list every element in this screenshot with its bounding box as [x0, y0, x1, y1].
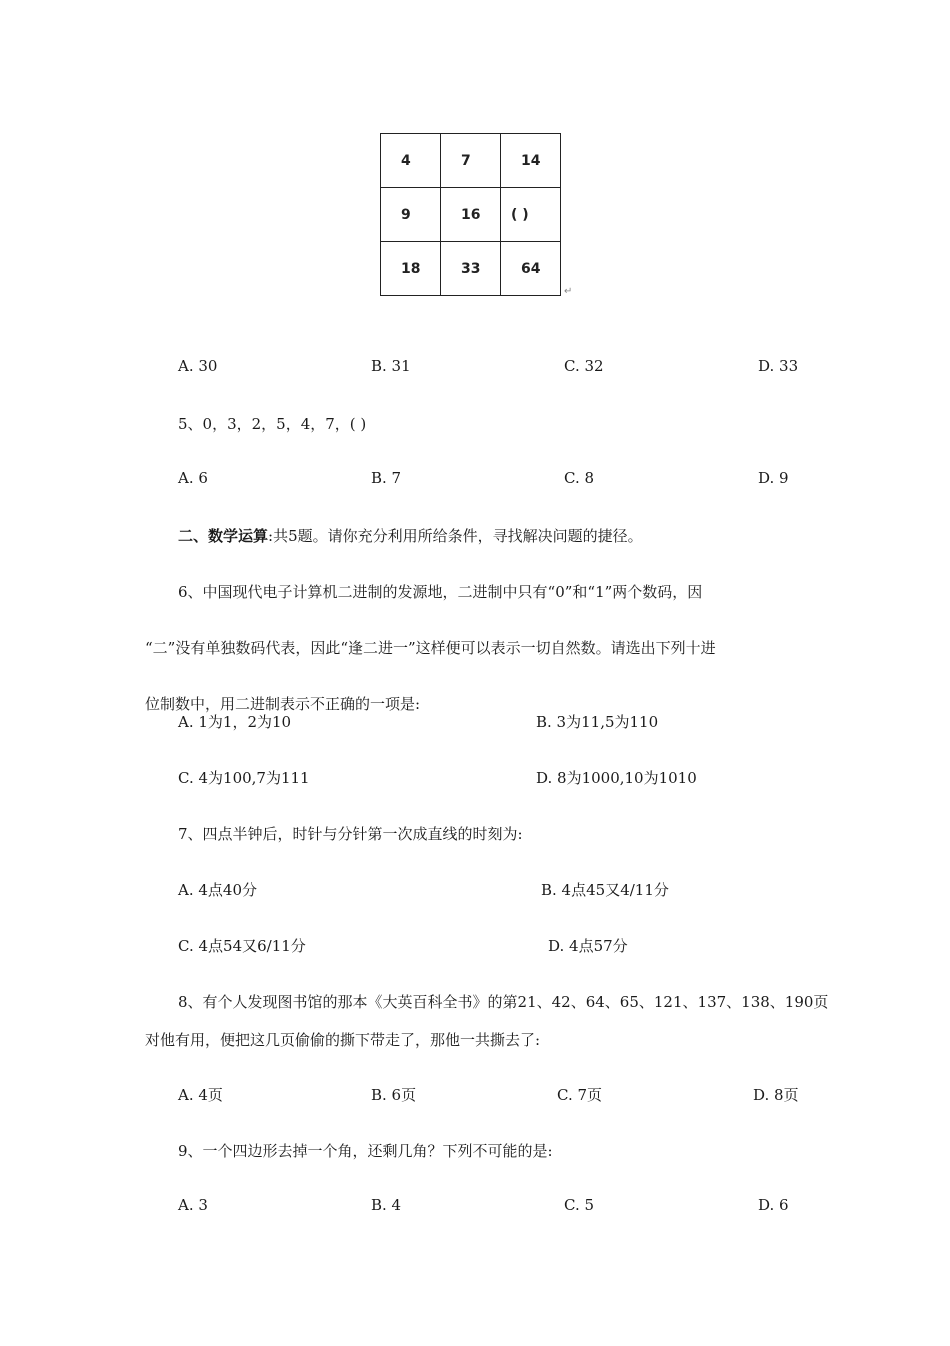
number-grid [380, 133, 561, 296]
grid-cell: 18 [381, 242, 441, 296]
grid-row [381, 134, 561, 188]
q5-option-c: C. 8 [564, 469, 595, 487]
q9-option-b: B. 4 [371, 1196, 402, 1214]
q9-option-d: D. 6 [758, 1196, 789, 1214]
grid-cell: 64 [501, 242, 561, 296]
q6-stem-line-2: “二”没有单独数码代表，因此“逢二进一”这样便可以表示一切自然数。请选出下列十进 [145, 639, 716, 657]
q8-stem-line-1: 8、有个人发现图书馆的那本《大英百科全书》的第21、42、64、65、121、137、138、190页 [178, 993, 829, 1011]
q4-option-c: C. 32 [564, 357, 604, 375]
q4-option-b: B. 31 [371, 357, 411, 375]
grid-cell: 14 [501, 134, 561, 188]
grid-cell: 7 [441, 134, 501, 188]
grid-cell-blank: ( ) [501, 188, 561, 242]
q4-option-a: A. 30 [178, 357, 218, 375]
q9-option-a: A. 3 [178, 1196, 208, 1214]
grid-cell: 16 [441, 188, 501, 242]
q8-option-c: C. 7页 [557, 1086, 603, 1104]
grid-cell: 33 [441, 242, 501, 296]
q6-stem-line-3: 位制数中，用二进制表示不正确的一项是: [145, 695, 421, 713]
q9-option-c: C. 5 [564, 1196, 595, 1214]
section-title: 二、数学运算 [178, 527, 269, 545]
section-heading [178, 525, 643, 546]
grid-row [381, 242, 561, 296]
q9-stem: 9、一个四边形去掉一个角，还剩几角？下列不可能的是: [178, 1142, 553, 1160]
q6-option-b: B. 3为11,5为110 [536, 713, 659, 731]
section-description: :共5题。请你充分利用所给条件，寻找解决问题的捷径。 [268, 527, 643, 545]
q6-option-d: D. 8为1000,10为1010 [536, 769, 697, 787]
q8-option-a: A. 4页 [178, 1086, 223, 1104]
grid-cell: 9 [381, 188, 441, 242]
q7-option-c: C. 4点54又6/11分 [178, 937, 306, 955]
q5-option-a: A. 6 [178, 469, 208, 487]
q8-option-b: B. 6页 [371, 1086, 417, 1104]
q7-option-b: B. 4点45又4/11分 [541, 881, 669, 899]
paragraph-return-mark: ↵ [564, 286, 573, 297]
q8-option-d: D. 8页 [753, 1086, 799, 1104]
grid-cell: 4 [381, 134, 441, 188]
q7-option-d: D. 4点57分 [548, 937, 628, 955]
q5-option-d: D. 9 [758, 469, 789, 487]
q7-option-a: A. 4点40分 [178, 881, 257, 899]
q5-stem: 5、0，3，2，5，4，7，( ) [178, 415, 367, 433]
q6-option-c: C. 4为100,7为111 [178, 769, 310, 787]
q5-option-b: B. 7 [371, 469, 402, 487]
q7-stem: 7、四点半钟后，时针与分针第一次成直线的时刻为: [178, 825, 523, 843]
q6-stem-line-1: 6、中国现代电子计算机二进制的发源地，二进制中只有“0”和“1”两个数码，因 [178, 583, 703, 601]
q8-stem-line-2: 对他有用，便把这几页偷偷的撕下带走了，那他一共撕去了: [145, 1031, 541, 1049]
grid-row [381, 188, 561, 242]
q6-option-a: A. 1为1，2为10 [178, 713, 292, 731]
q4-option-d: D. 33 [758, 357, 799, 375]
